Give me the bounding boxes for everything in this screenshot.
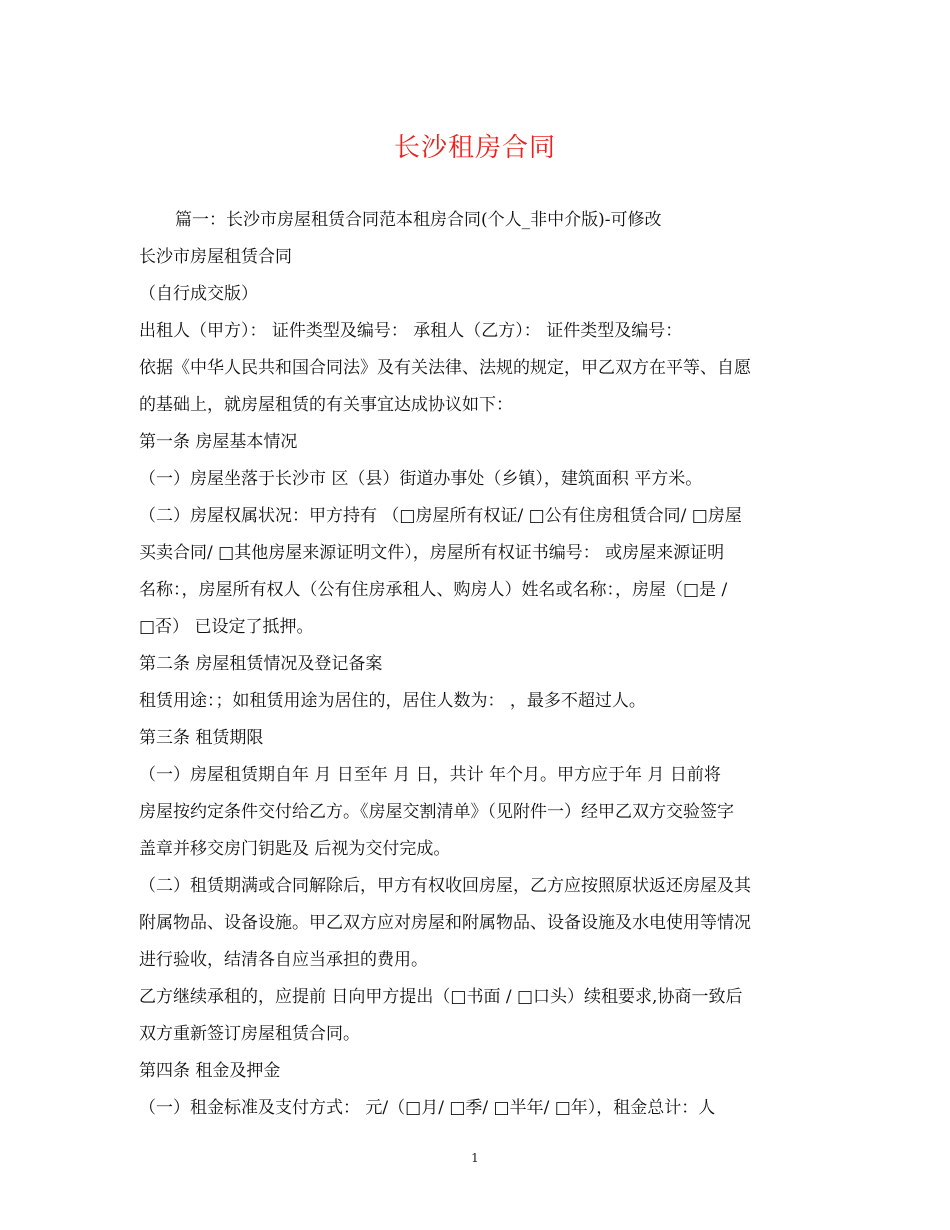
document-body <box>139 202 819 1127</box>
section-heading: 第二条 房屋租赁情况及登记备案 <box>139 654 383 674</box>
document-title: 长沙租房合同 <box>393 133 556 163</box>
paragraph-line: 依据《中华人民共和国合同法》及有关法律、法规的规定，甲乙双方在平等、自愿 <box>139 358 751 378</box>
paragraph-line: （二）租赁期满或合同解除后，甲方有权收回房屋，乙方应按照原状返还房屋及其 <box>139 876 751 896</box>
paragraph-line: 的基础上，就房屋租赁的有关事宜达成协议如下： <box>139 395 513 415</box>
paragraph-line: （一）租金标准及支付方式： 元/（□月/ □季/ □半年/ □年），租金总计：人 <box>139 1098 716 1118</box>
paragraph-line: （一）房屋租赁期自年 月 日至年 月 日，共计 年个月。甲方应于年 月 日前将 <box>139 765 721 785</box>
section-heading: 第三条 租赁期限 <box>139 728 264 748</box>
paragraph-line: 附属物品、设备设施。甲乙双方应对房屋和附属物品、设备设施及水电使用等情况 <box>139 913 751 933</box>
paragraph-line: 双方重新签订房屋租赁合同。 <box>139 1024 360 1044</box>
paragraph-line: 买卖合同/ □其他房屋来源证明文件），房屋所有权证书编号： 或房屋来源证明 <box>139 543 725 563</box>
paragraph-line: 出租人（甲方）： 证件类型及编号： 承租人（乙方）： 证件类型及编号： <box>139 321 683 341</box>
paragraph-line: 乙方继续承租的，应提前 日向甲方提出（□书面 / □口头）续租要求,协商一致后 <box>139 987 743 1007</box>
paragraph-line: 进行验收，结清各自应当承担的费用。 <box>139 950 428 970</box>
paragraph-line: （自行成交版） <box>139 284 258 304</box>
section-heading: 第四条 租金及押金 <box>139 1061 281 1081</box>
paragraph-line: （一）房屋坐落于长沙市 区（县）街道办事处（乡镇），建筑面积 平方米。 <box>139 469 703 489</box>
paragraph-line: 篇一：长沙市房屋租赁合同范本租房合同(个人_非中介版)-可修改 <box>175 210 662 230</box>
page-number: 1 <box>471 1151 479 1165</box>
paragraph-line: 名称：，房屋所有权人（公有住房承租人、购房人）姓名或名称：，房屋（□是 / <box>139 580 728 600</box>
section-heading: 第一条 房屋基本情况 <box>139 432 298 452</box>
paragraph-line: 房屋按约定条件交付给乙方。《房屋交割清单》（见附件一）经甲乙双方交验签字 <box>139 802 734 822</box>
paragraph-line: （二）房屋权属状况：甲方持有 （□房屋所有权证/ □公有住房租赁合同/ □房屋 <box>139 506 742 526</box>
paragraph-line: 租赁用途：；如租赁用途为居住的，居住人数为： ，最多不超过人。 <box>139 691 646 711</box>
paragraph-line: 长沙市房屋租赁合同 <box>139 247 292 267</box>
paragraph-line: 盖章并移交房门钥匙及 后视为交付完成。 <box>139 839 451 859</box>
paragraph-line: □否） 已设定了抵押。 <box>139 617 314 637</box>
